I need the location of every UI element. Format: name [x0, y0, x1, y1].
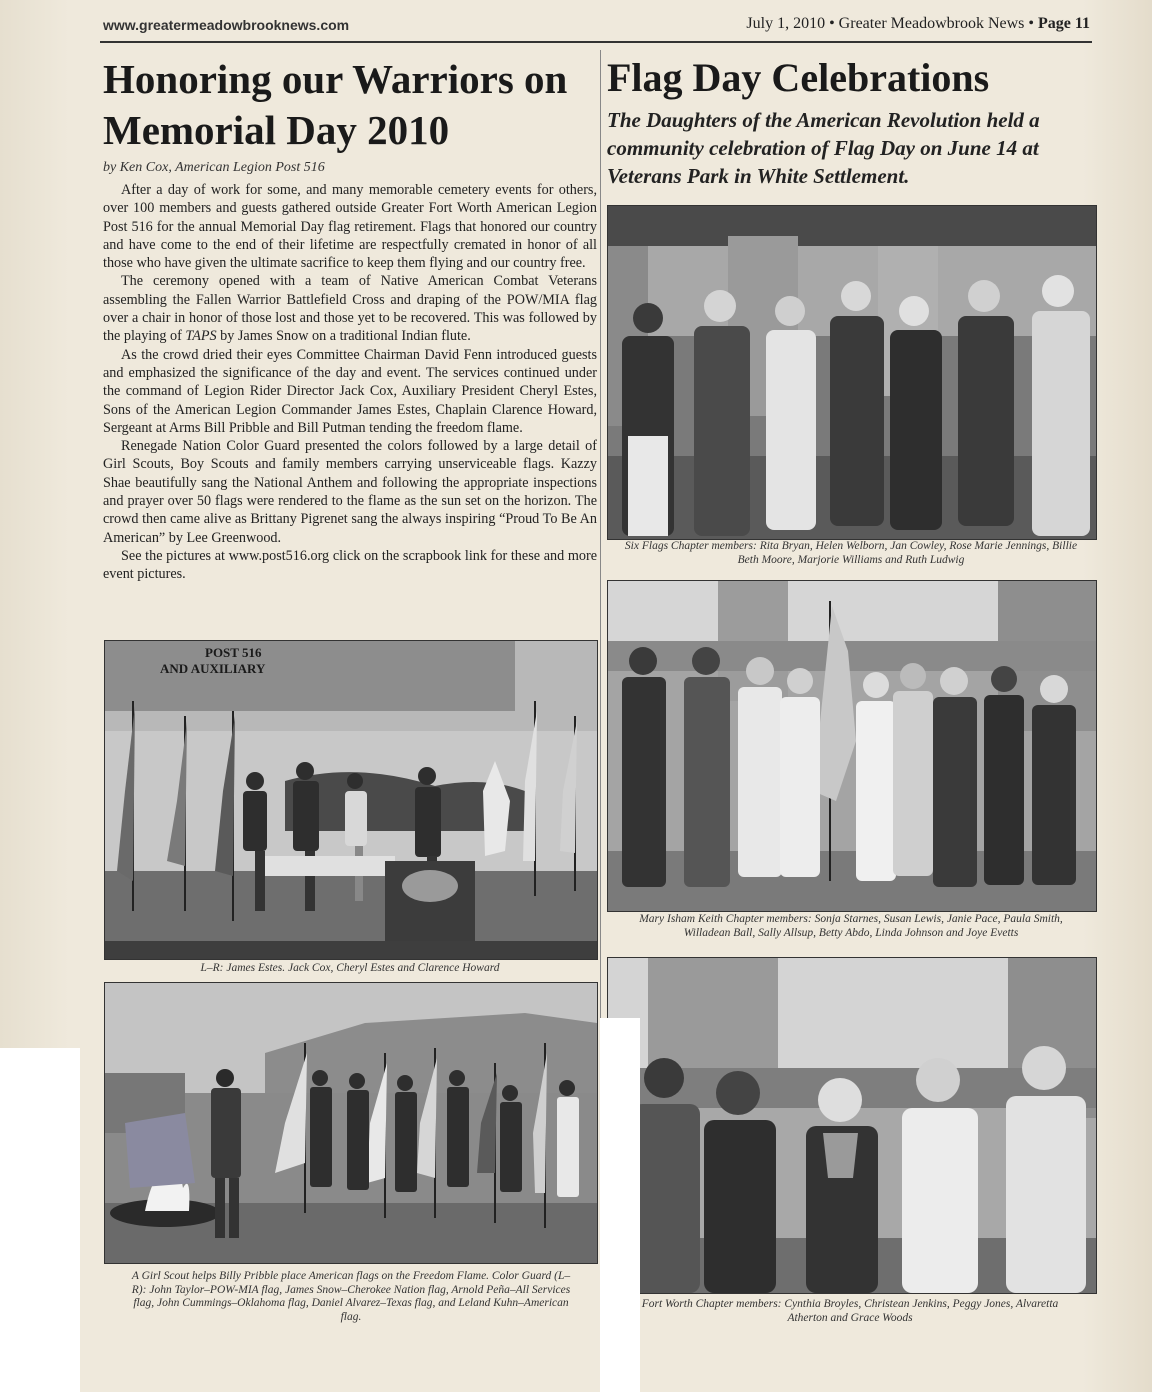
- scan-blank-area: [0, 1048, 80, 1392]
- header-divider: [100, 41, 1092, 43]
- memorial-day-headline: Honoring our Warriors on Memorial Day 2010: [103, 56, 568, 153]
- post-sign-line1: POST 516: [205, 645, 262, 660]
- freedom-flame-caption: A Girl Scout helps Billy Pribble place American flags on the Freedom Flame. Color Guard (L–R): John Taylor–POW-MIA flag, James Snow–Cherokee Nation flag, Arnold Peña–All Services flag, John Cummings–Oklahoma flag, Daniel Alvarez–Texas flag, and Leland Kuhn–American flag.: [131, 1270, 571, 1323]
- paragraph: Renegade Nation Color Guard presented the colors followed by a large detail of Girl Scouts, Boy Scouts and family members carrying unserviceable flags. Kazzy Shae beautifully sang the National Anthem and following the appropriate inspections and prayer over 50 flags were rendered to the flame as the sun set on the horizon. The crowd then came alive as Brittany Pigrenet sang the always inspiring “Proud To Be An American” by Lee Greenwood.: [103, 438, 597, 546]
- italic-title: TAPS: [185, 328, 217, 345]
- post-516-caption: L–R: James Estes. Jack Cox, Cheryl Estes and Clarence Howard: [200, 962, 500, 974]
- six-flags-chapter-photo: [607, 205, 1097, 540]
- post-sign-line2: AND AUXILIARY: [160, 661, 266, 676]
- fort-worth-caption: Fort Worth Chapter members: Cynthia Broyles, Christean Jenkins, Peggy Jones, Alvaretta Atherton and Grace Woods: [641, 1298, 1059, 1324]
- page-number: Page 11: [1038, 15, 1090, 32]
- website-url: www.greatermeadowbrooknews.com: [103, 17, 350, 33]
- paragraph: [103, 272, 597, 345]
- post-516-ceremony-photo: [104, 640, 598, 960]
- mary-isham-keith-chapter-photo: [607, 580, 1097, 912]
- page-dateline: [746, 15, 1090, 33]
- paragraph: As the crowd dried their eyes Committee Chairman David Fenn introduced guests and emphasized the significance of the day and event. The services continued under the command of Legion Rider Director Jack Cox, Auxiliary President Cheryl Estes, Sons of the American Legion Commander James Estes, Chaplain Clarence Howard, Sergeant at Arms Bill Pribble and Bill Putman tending the freedom flame.: [103, 346, 597, 436]
- paragraph-text: by James Snow on a traditional Indian flute.: [220, 328, 471, 345]
- memorial-day-body: [103, 181, 597, 584]
- freedom-flame-photo: [104, 982, 598, 1264]
- paragraph-text: The ceremony opened with a team of Native American Combat Veterans assembling the Fallen Warrior Battlefield Cross and draping of the POW/MIA flag over a chair in honor of those lost and those yet to be recovered. This was followed by the playing of: [103, 273, 597, 345]
- paragraph: See the pictures at www.post516.org click on the scrapbook link for these and more event pictures.: [103, 547, 597, 583]
- article-byline: by Ken Cox, American Legion Post 516: [103, 160, 325, 175]
- scan-blank-area: [600, 1018, 640, 1392]
- fort-worth-chapter-photo: [607, 957, 1097, 1294]
- mary-isham-keith-caption: Mary Isham Keith Chapter members: Sonja Starnes, Susan Lewis, Janie Pace, Paula Smith, Willadean Ball, Sally Allsup, Betty Abdo, Linda Johnson and Joye Evetts: [639, 913, 1063, 939]
- six-flags-caption: Six Flags Chapter members: Rita Bryan, Helen Welborn, Jan Cowley, Rose Marie Jennings, Billie Beth Moore, Marjorie Williams and Ruth Ludwig: [624, 540, 1078, 566]
- dateline-text: July 1, 2010 • Greater Meadowbrook News •: [746, 15, 1038, 32]
- paragraph: After a day of work for some, and many memorable cemetery events for others, over 100 members and guests gathered outside Greater Fort Worth American Legion Post 516 for the annual Memorial Day flag retirement. Flags that honored our country and have come to the end of their lifetime are respectfully cremated in honor of all those who have given the ultimate sacrifice to keep them flying and our country free.: [103, 182, 597, 272]
- flag-day-deck: The Daughters of the American Revolution held a community celebration of Flag Day on June 14 at Veterans Park in White Settlement.: [607, 108, 1040, 188]
- flag-day-headline: Flag Day Celebrations: [607, 55, 990, 100]
